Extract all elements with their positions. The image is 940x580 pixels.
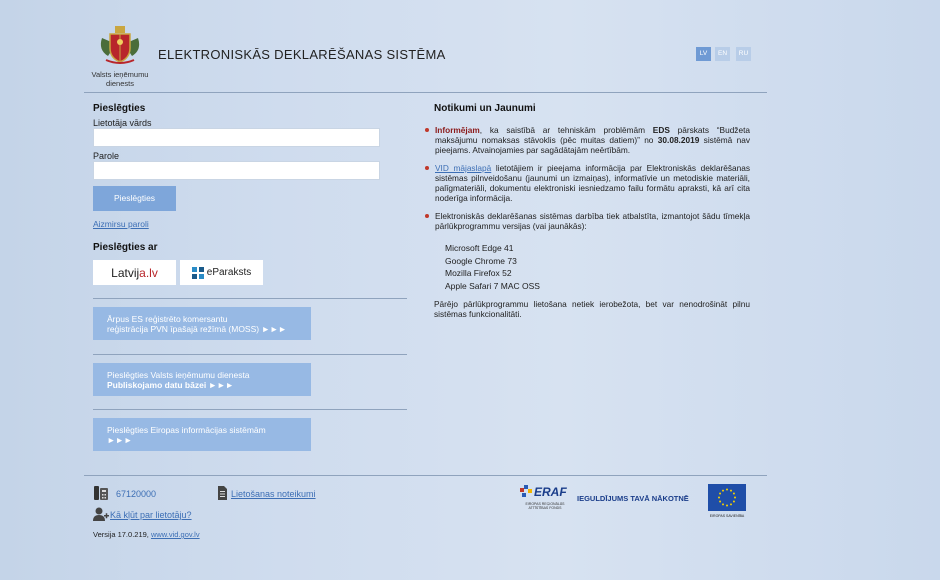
eu-star <box>730 503 732 505</box>
erdf-logo: ERAF EIROPAS REĢIONĀLĀS ATTĪSTĪBAS FONDS <box>520 485 570 513</box>
browser-note: Pārējo pārlūkprogrammu lietošana netiek ierobežota, bet var nenodrošināt pilnu sistēmas funkcionalitāti. <box>434 299 750 319</box>
latvija-lv-logo: Latvija.lv <box>111 265 158 280</box>
eparaksts-icon <box>192 267 204 279</box>
document-icon <box>217 486 228 500</box>
eu-star <box>722 490 724 492</box>
password-label: Parole <box>93 151 120 161</box>
news-list <box>423 125 750 155</box>
login-button[interactable]: Pieslēgties <box>93 186 176 211</box>
language-lv-button[interactable]: LV <box>696 47 711 61</box>
phone-icon <box>93 485 109 501</box>
news-heading: Notikumi un Jaunumi <box>434 103 536 114</box>
language-en-button[interactable]: EN <box>715 47 730 61</box>
login-heading: Pieslēgties <box>93 103 146 114</box>
eu-star <box>733 493 735 495</box>
eu-star <box>730 490 732 492</box>
system-title: ELEKTRONISKĀS DEKLARĒŠANAS SISTĒMA <box>158 47 446 62</box>
eu-star <box>733 501 735 503</box>
eu-star <box>726 489 728 491</box>
vid-website-link[interactable]: VID mājaslapā <box>435 163 492 173</box>
language-ru-button[interactable]: RU <box>736 47 751 61</box>
password-input[interactable] <box>93 161 380 180</box>
eu-systems-button[interactable]: Pieslēgties Eiropas informācijas sistēmām ►►► <box>93 418 311 451</box>
add-user-icon <box>93 506 109 522</box>
public-database-button[interactable]: Pieslēgties Valsts ieņēmumu dienesta Publiskojamo datu bāzei ►►► <box>93 363 311 396</box>
phone-number: 67120000 <box>116 489 157 499</box>
browser-list <box>445 242 540 292</box>
investment-slogan: IEGULDĪJUMS TAVĀ NĀKOTNĒ <box>577 494 689 503</box>
divider <box>93 409 407 410</box>
username-label: Lietotāja vārds <box>93 118 152 128</box>
svg-text:ERAF: ERAF <box>534 485 567 499</box>
connect-with-heading: Pieslēgties ar <box>93 242 158 253</box>
divider <box>93 298 407 299</box>
terms-of-use-link[interactable]: Lietošanas noteikumi <box>231 489 316 499</box>
eparaksts-label: eParaksts <box>206 267 252 278</box>
eu-flag-logo: EIROPAS SAVIENĪBA <box>708 484 746 518</box>
browser-item: Google Chrome 73 <box>445 255 517 266</box>
eu-star <box>719 501 721 503</box>
organization-name: Valsts ieņēmumu dienests <box>91 70 149 88</box>
vid-site-link[interactable]: www.vid.gov.lv <box>150 530 200 539</box>
browser-item: Microsoft Edge 41 <box>445 243 514 253</box>
eu-star <box>718 497 720 499</box>
news-item: VID mājaslapā lietotājiem ir pieejama informācija par Elektroniskās deklarēšanas sistēmas pilnveidošanu (jaunumi un izmaiņas), informatīvie un metodiskie materiāli, palīgmateriāli, dokumentu elektroniski iesniedzamo failu formātu apraksti, kā arī cita noderīga informācija. <box>423 163 750 203</box>
moss-registration-button[interactable]: Ārpus ES reģistrēto komersantu reģistrācija PVN īpašajā režīmā (MOSS) ►►► <box>93 307 311 340</box>
news-item: Informējam, ka saistībā ar tehniskām problēmām EDS pārskats “Budžeta maksājumu nomaksas stāvoklis (pēc muitas datiem)” no 30.08.2019 sistēmā nav pieejams. Atvainojamies par sagādātajām neērtībām. <box>423 125 750 155</box>
footer-divider <box>84 475 767 476</box>
eu-star <box>719 493 721 495</box>
eparaksts-login-button[interactable] <box>180 260 263 285</box>
divider <box>93 354 407 355</box>
browser-item: Apple Safari 7 MAC OSS <box>445 280 540 291</box>
eu-star <box>726 505 728 507</box>
header-divider <box>84 92 767 93</box>
forgot-password-link[interactable]: Aizmirsu paroli <box>93 219 149 229</box>
browser-item: Mozilla Firefox 52 <box>445 268 512 278</box>
coat-of-arms-logo <box>96 24 144 66</box>
become-user-link[interactable]: Kā kļūt par lietotāju? <box>110 510 192 520</box>
eu-star <box>734 497 736 499</box>
username-input[interactable] <box>93 128 380 147</box>
latvija-lv-login-button[interactable] <box>93 260 176 285</box>
eu-star <box>722 503 724 505</box>
version-info: Versija 17.0.219, www.vid.gov.lv <box>93 530 200 539</box>
news-item: Elektroniskās deklarēšanas sistēmas darbība tiek atbalstīta, izmantojot šādu tīmekļa pārlūkprogrammu versijas (vai jaunākās): <box>423 211 750 231</box>
